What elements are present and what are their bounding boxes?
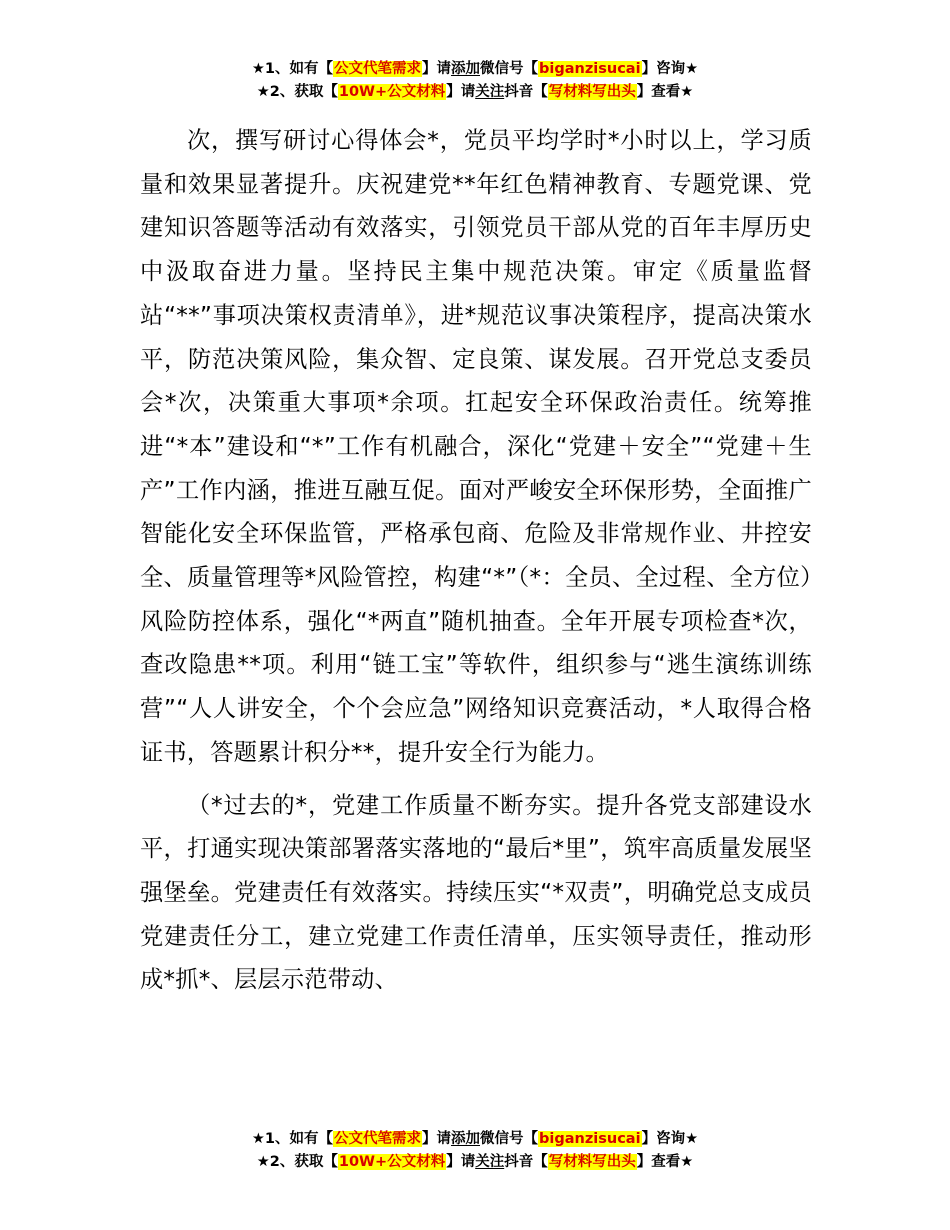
header-highlight-wechat-id: biganzisucai bbox=[539, 61, 641, 77]
header-line-2 bbox=[0, 81, 950, 104]
document-body bbox=[140, 119, 812, 1002]
footer-line-1-text-a: 】请 bbox=[422, 1131, 452, 1147]
header-highlight-materials: 10W+公文材料 bbox=[338, 84, 446, 100]
footer-highlight-ghostwriting: 公文代笔需求 bbox=[334, 1131, 422, 1147]
footer-line-2-suffix: 】查看★ bbox=[636, 1154, 694, 1170]
footer-underline-add: 添加 bbox=[451, 1131, 481, 1147]
footer-line-1-prefix: ★1、如有【 bbox=[251, 1131, 334, 1147]
footer-line-1-text-b: 微信号【 bbox=[480, 1131, 539, 1147]
footer-highlight-wechat-id: biganzisucai bbox=[539, 1131, 641, 1147]
footer-banner bbox=[0, 1128, 950, 1174]
header-line-1 bbox=[0, 58, 950, 81]
header-line-2-suffix: 】查看★ bbox=[636, 84, 694, 100]
footer-line-2-text-b: 抖音【 bbox=[504, 1154, 548, 1170]
footer-highlight-materials: 10W+公文材料 bbox=[338, 1154, 446, 1170]
footer-line-2 bbox=[0, 1151, 950, 1174]
header-line-2-text-b: 抖音【 bbox=[504, 84, 548, 100]
header-underline-follow: 关注 bbox=[475, 84, 505, 100]
header-line-1-text-b: 微信号【 bbox=[480, 61, 539, 77]
footer-underline-follow: 关注 bbox=[475, 1154, 505, 1170]
header-banner bbox=[0, 58, 950, 104]
body-paragraph-1: 次，撰写研讨心得体会*，党员平均学时*小时以上，学习质量和效果显著提升。庆祝建党**年红色精神教育、专题党课、党建知识答题等活动有效落实，引领党员干部从党的百年丰厚历史中汲取奋进力量。坚持民主集中规范决策。审定《质量监督站“**”事项决策权责清单》，进*规范议事决策程序，提高决策水平，防范决策风险，集众智、定良策、谋发展。召开党总支委员会*次，决策重大事项*余项。扛起安全环保政治责任。统筹推进“*本”建设和“*”工作有机融合，深化“党建＋安全”“党建＋生产”工作内涵，推进互融互促。面对严峻安全环保形势，全面推广智能化安全环保监管，严格承包商、危险及非常规作业、井控安全、质量管理等*风险管控，构建“*”（*：全员、全过程、全方位）风险防控体系，强化“*两直”随机抽查。全年开展专项检查*次，查改隐患**项。利用“链工宝”等软件，组织参与“逃生演练训练营”“人人讲安全，个个会应急”网络知识竞赛活动，*人取得合格证书，答题累计积分**，提升安全行为能力。 bbox=[140, 127, 812, 766]
header-line-1-suffix: 】咨询★ bbox=[641, 61, 699, 77]
header-line-2-text-a: 】请 bbox=[446, 84, 476, 100]
footer-highlight-douyin-account: 写材料写出头 bbox=[548, 1154, 636, 1170]
footer-line-2-prefix: ★2、获取【 bbox=[256, 1154, 338, 1170]
header-line-1-prefix: ★1、如有【 bbox=[251, 61, 334, 77]
header-highlight-douyin-account: 写材料写出头 bbox=[548, 84, 636, 100]
header-underline-add: 添加 bbox=[451, 61, 481, 77]
footer-line-1 bbox=[0, 1128, 950, 1151]
footer-line-1-suffix: 】咨询★ bbox=[641, 1131, 699, 1147]
header-line-1-text-a: 】请 bbox=[422, 61, 452, 77]
footer-line-2-text-a: 】请 bbox=[446, 1154, 476, 1170]
header-highlight-ghostwriting: 公文代笔需求 bbox=[334, 61, 422, 77]
body-paragraph-2: （*过去的*，党建工作质量不断夯实。提升各党支部建设水平，打通实现决策部署落实落地的“最后*里”，筑牢高质量发展坚强堡垒。党建责任有效落实。持续压实“*双责”，明确党总支成员党建责任分工，建立党建工作责任清单，压实领导责任，推动形成*抓*、层层示范带动、 bbox=[140, 791, 812, 994]
header-line-2-prefix: ★2、获取【 bbox=[256, 84, 338, 100]
